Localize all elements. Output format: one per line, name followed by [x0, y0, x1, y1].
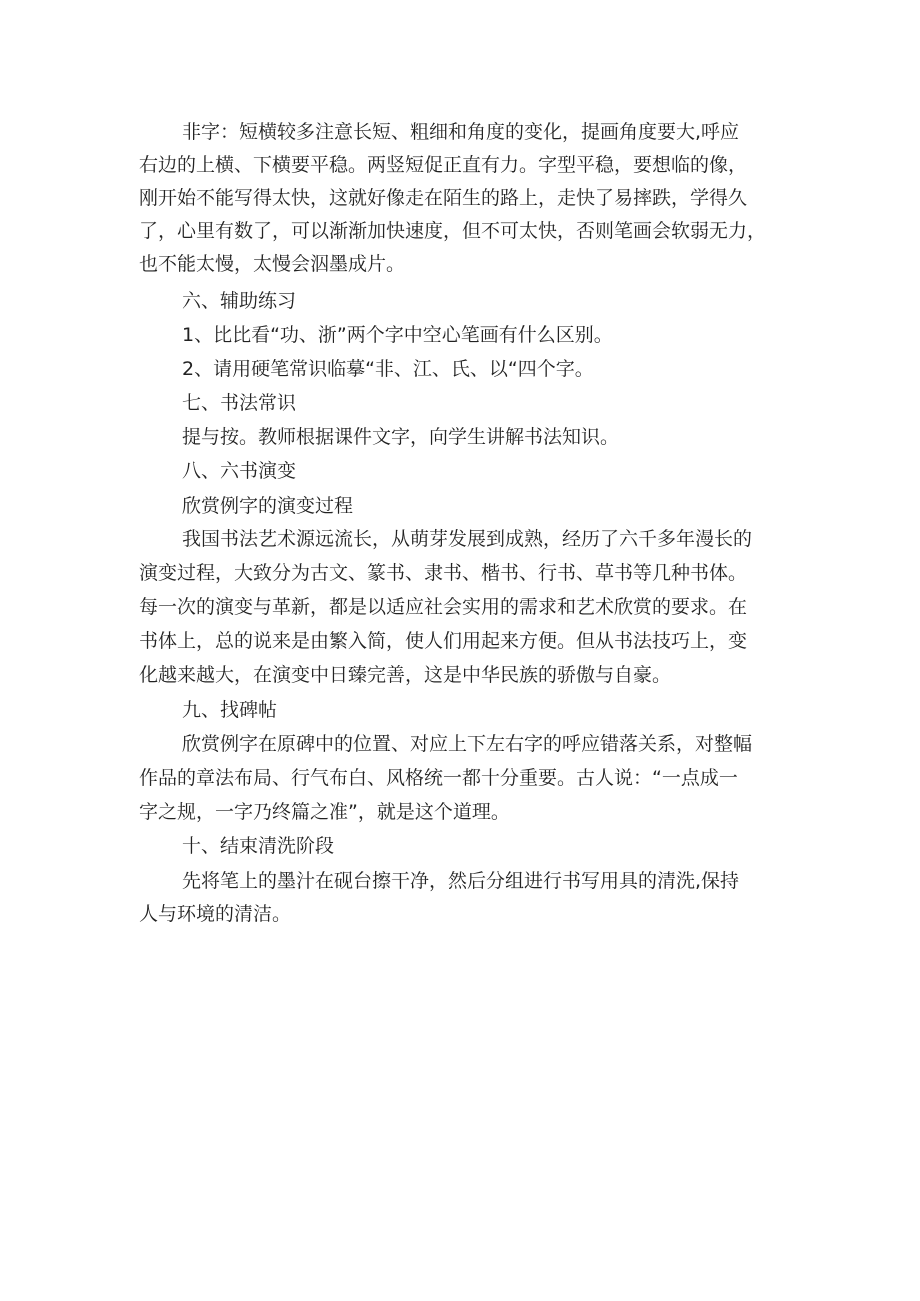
- paragraph-line: 演变过程，大致分为古文、篆书、隶书、楷书、行书、草书等几种书体。: [139, 562, 748, 584]
- paragraph-line: 字之规，一字乃终篇之准”，就是这个道理。: [139, 801, 510, 823]
- paragraph-line: 先将笔上的墨汁在砚台擦干净，然后分组进行书写用具的清洗,保持: [182, 870, 740, 892]
- paragraph-line: 书体上，总的说来是由繁入简，使人们用起来方便。但从书法技巧上，变: [139, 630, 748, 652]
- section-heading: 六、辅助练习: [182, 290, 297, 312]
- paragraph-line: 也不能太慢，太慢会泅墨成片。: [139, 253, 406, 275]
- paragraph-line: 化越来越大，在演变中日臻完善，这是中华民族的骄傲与自豪。: [139, 664, 672, 686]
- paragraph-line: 作品的章法布局、行气布白、风格统一都十分重要。古人说：“一点成一: [139, 767, 738, 789]
- paragraph-line: 人与环境的清洁。: [139, 903, 292, 925]
- exercise-item: 2、请用硬笔常识临摹“非、江、氏、以“四个字。: [182, 358, 594, 380]
- exercise-item: 1、比比看“功、浙”两个字中空心笔画有什么区别。: [182, 324, 613, 346]
- paragraph-line: 欣赏例字在原碑中的位置、对应上下左右字的呼应错落关系，对整幅: [182, 733, 753, 755]
- section-heading: 十、结束清洗阶段: [182, 835, 335, 857]
- section-heading: 九、找碑帖: [182, 699, 278, 721]
- section-heading: 七、书法常识: [182, 392, 297, 414]
- paragraph-line: 欣赏例字的演变过程: [182, 495, 354, 517]
- paragraph-line: 每一次的演变与革新，都是以适应社会实用的需求和艺术欣赏的要求。在: [139, 596, 748, 618]
- section-heading: 八、六书演变: [182, 460, 297, 482]
- paragraph-line: 我国书法艺术源远流长，从萌芽发展到成熟，经历了六千多年漫长的: [182, 528, 753, 550]
- paragraph-line: 右边的上横、下横要平稳。两竖短促正直有力。字型平稳，要想临的像，: [139, 154, 748, 176]
- paragraph-line: 提与按。教师根据课件文字，向学生讲解书法知识。: [182, 426, 620, 448]
- paragraph-line: 了，心里有数了，可以渐渐加快速度，但不可太快，否则笔画会软弱无力，: [139, 220, 767, 242]
- paragraph-line: 非字：短横较多注意长短、粗细和角度的变化，提画角度要大,呼应: [182, 121, 740, 143]
- paragraph-line: 刚开始不能写得太快，这就好像走在陌生的路上，走快了易摔跌，学得久: [139, 187, 748, 209]
